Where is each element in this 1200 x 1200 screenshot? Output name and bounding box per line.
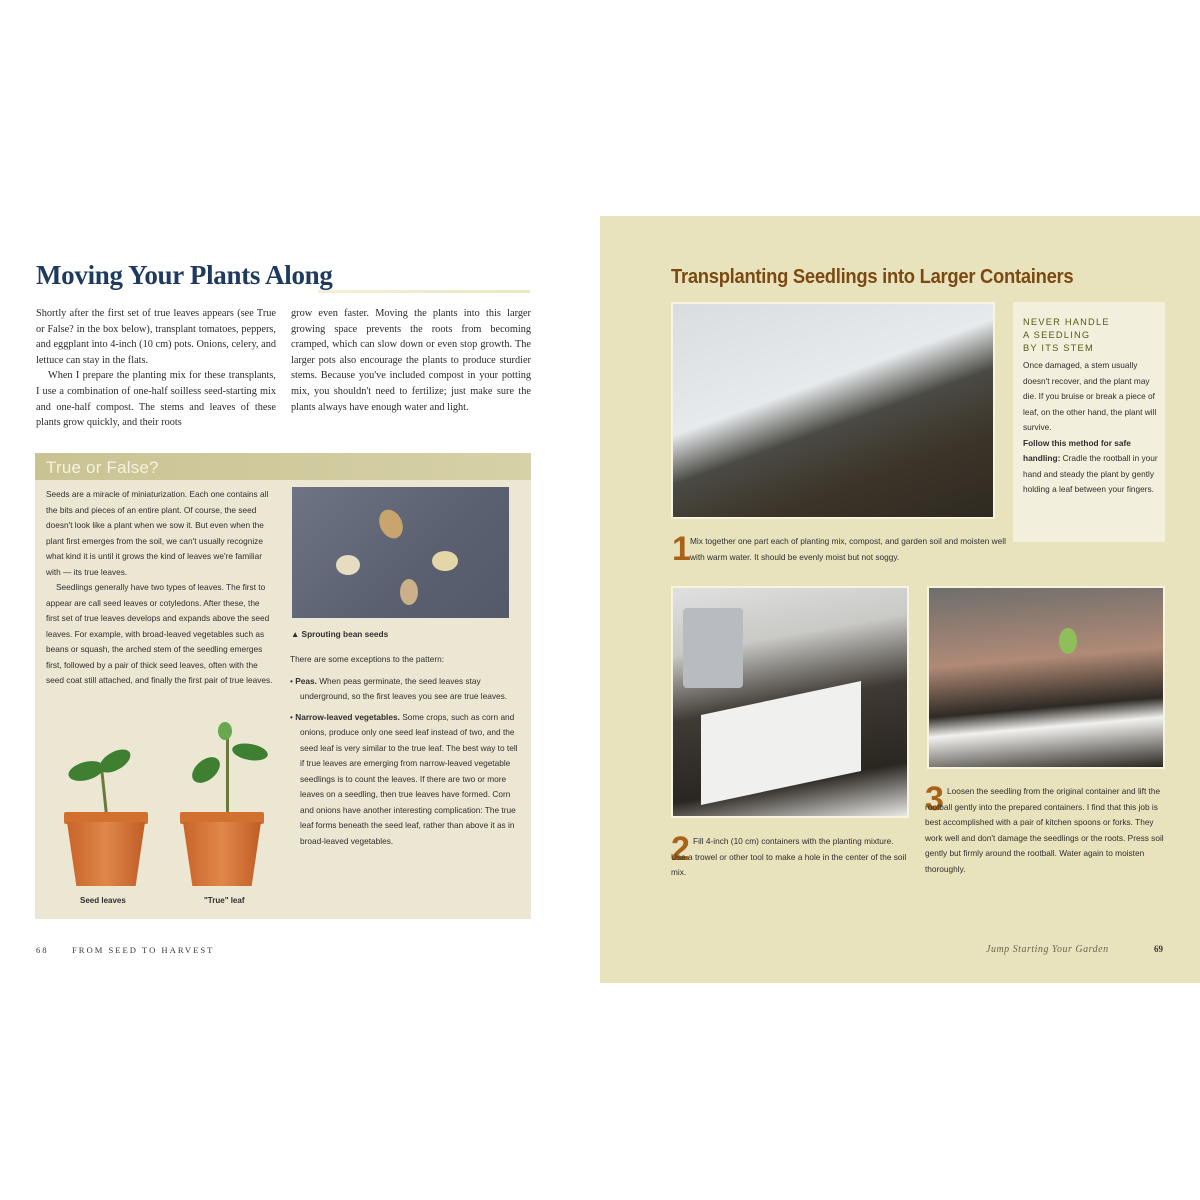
mixing-soil-photo [671, 302, 995, 519]
step-number: 2 [671, 830, 690, 868]
white-cell-tray [701, 681, 861, 805]
step-text: Fill 4-inch (10 cm) containers with the planting mixture. Use a trowel or other tool to make a hole in the center of the soil mix. [671, 836, 907, 877]
sidebar-text [1023, 358, 1159, 498]
filling-containers-photo [671, 586, 909, 818]
heading-line: NEVER HANDLE [1023, 317, 1110, 327]
page-title: Moving Your Plants Along [36, 260, 333, 290]
body-column-2 [291, 306, 531, 415]
watering-can [683, 608, 743, 688]
true-leaf [218, 722, 232, 740]
exceptions-text [290, 652, 520, 854]
step-number: 3 [925, 780, 944, 818]
photo-caption [291, 627, 388, 643]
paragraph: When I prepare the planting mix for these transplants, I use a combination of one-half soilless seed-starting mix and one-half compost. The stems and leaves of these plants grow quickly, and their roots [36, 370, 276, 429]
pot-label: Seed leaves [80, 896, 126, 905]
definition: When peas germinate, the seed leaves stay underground, so the first leaves you see are true leaves. [300, 675, 508, 701]
page-number: 68 [36, 945, 49, 955]
box-title: True or False? [46, 458, 159, 477]
exceptions-list [290, 674, 520, 850]
term: Narrow-leaved vegetables. [295, 711, 400, 722]
section-title: Transplanting Seedlings into Larger Containers [671, 266, 1074, 288]
list-item: • Peas. When peas germinate, the seed leaves stay underground, so the first leaves you see are true leaves. [290, 675, 508, 701]
step-number: 1 [672, 530, 691, 568]
paragraph: Seeds are a miracle of miniaturization. Each one contains all the bits and pieces of an entire plant. Of course, the seed doesn't look like a plant when we sow it. But even when the plant first emerges from the soil, we can't usually recognize what kind it is until it grows the kind of leaves we're familiar with — its true leaves. [46, 489, 269, 577]
paragraph: Shortly after the first set of true leaves appears (see True or False? in the box below), transplant tomatoes, peppers, and eggplant into 4-inch (10 cm) pots. Onions, celery, and lettuce can stay in the flats. [36, 308, 276, 366]
caption-text: Sprouting bean seeds [301, 629, 389, 639]
sidebar-heading [1023, 316, 1110, 355]
body-column-1 [36, 306, 276, 431]
exceptions-intro: There are some exceptions to the pattern: [290, 654, 445, 664]
title-rule [318, 290, 530, 293]
box-left-text [46, 487, 274, 689]
step-text: Loosen the seedling from the original container and lift the rootball gently into the prepared containers. I find that this job is best accomplished with a pair of kitchen spoons or forks. They work well and don't damage the seedlings or the roots. Press soil gently but firmly around the rootball. Water again to moisten thoroughly. [925, 786, 1164, 874]
seedling [1059, 628, 1077, 654]
seed-shape [432, 551, 458, 571]
definition: Some crops, such as corn and onions, produce only one seed leaf instead of two, and the seed leaf is very similar to the true leaf. The best way to tell if true leaves are emerging from narrow-leaved vegetable seedlings is to count the leaves. If there are two or more leaves on a seedling, then true leaves have formed. Corn and onions have another interesting complication: The true leaf forms beneath the seed leaf, rather than above it as in broad-leaved vegetables. [300, 711, 518, 846]
pot [67, 822, 145, 886]
pot-label: "True" leaf [204, 896, 245, 905]
seed-shape [336, 555, 360, 575]
page-number: 69 [1154, 944, 1163, 954]
seed-shape [400, 579, 418, 605]
paragraph: Once damaged, a stem usually doesn't recover, and the plant may die. If you bruise or break a piece of leaf, on the other hand, the plant will survive. [1023, 360, 1157, 432]
term: Peas. [295, 675, 317, 686]
paragraph: Seedlings generally have two types of leaves. The first to appear are call seed leaves or cotyledons. After these, the first set of true leaves develops and expands above the seed leaves. For example, with broad-leaved vegetables such as beans or squash, the arched stem of the seedling emerges first, followed by a pair of thick seed leaves, often with the seed coat still attached, and finally the first pair of true leaves. [46, 582, 273, 685]
step-text: Mix together one part each of planting mix, compost, and garden soil and moisten well with warm water. It should be evenly moist but not soggy. [690, 536, 1006, 562]
paragraph [1023, 436, 1159, 498]
heading-line: A SEEDLING [1023, 330, 1091, 340]
bean-seeds-photo [292, 487, 509, 618]
running-head: Jump Starting Your Garden [986, 944, 1109, 955]
stem [226, 736, 229, 822]
bold-lead: Follow this method for safe handling: [1023, 437, 1131, 463]
running-head: FROM SEED TO HARVEST [72, 945, 215, 955]
heading-line: BY ITS STEM [1023, 343, 1094, 353]
pot [183, 822, 261, 886]
seed-shape [375, 506, 408, 542]
triangle-marker-icon: ▲ [291, 629, 300, 639]
transplanting-seedling-photo [927, 586, 1165, 769]
paragraph: grow even faster. Moving the plants into this larger growing space prevents the roots from becoming cramped, which can slow down or even stop growth. The larger pots also encourage the plants to produce sturdier stems. Because you've included compost in your potting mix, you shouldn't need to fertilize; just make sure the plants always have enough water and light. [291, 308, 531, 413]
list-item: • Narrow-leaved vegetables. Some crops, such as corn and onions, produce only one seed leaf instead of two, and the seed leaf is very similar to the true leaf. The best way to tell if true leaves are emerging from narrow-leaved vegetable seedlings is to count the leaves. If there are two or more leaves on a seedling, then true leaves have formed. Corn and onions have another interesting complication: The true leaf forms beneath the seed leaf, rather than above it as in broad-leaved vegetables. [290, 711, 518, 846]
text: Cradle the rootball in your hand and steady the plant by gently holding a leaf between your fingers. [1023, 453, 1158, 494]
